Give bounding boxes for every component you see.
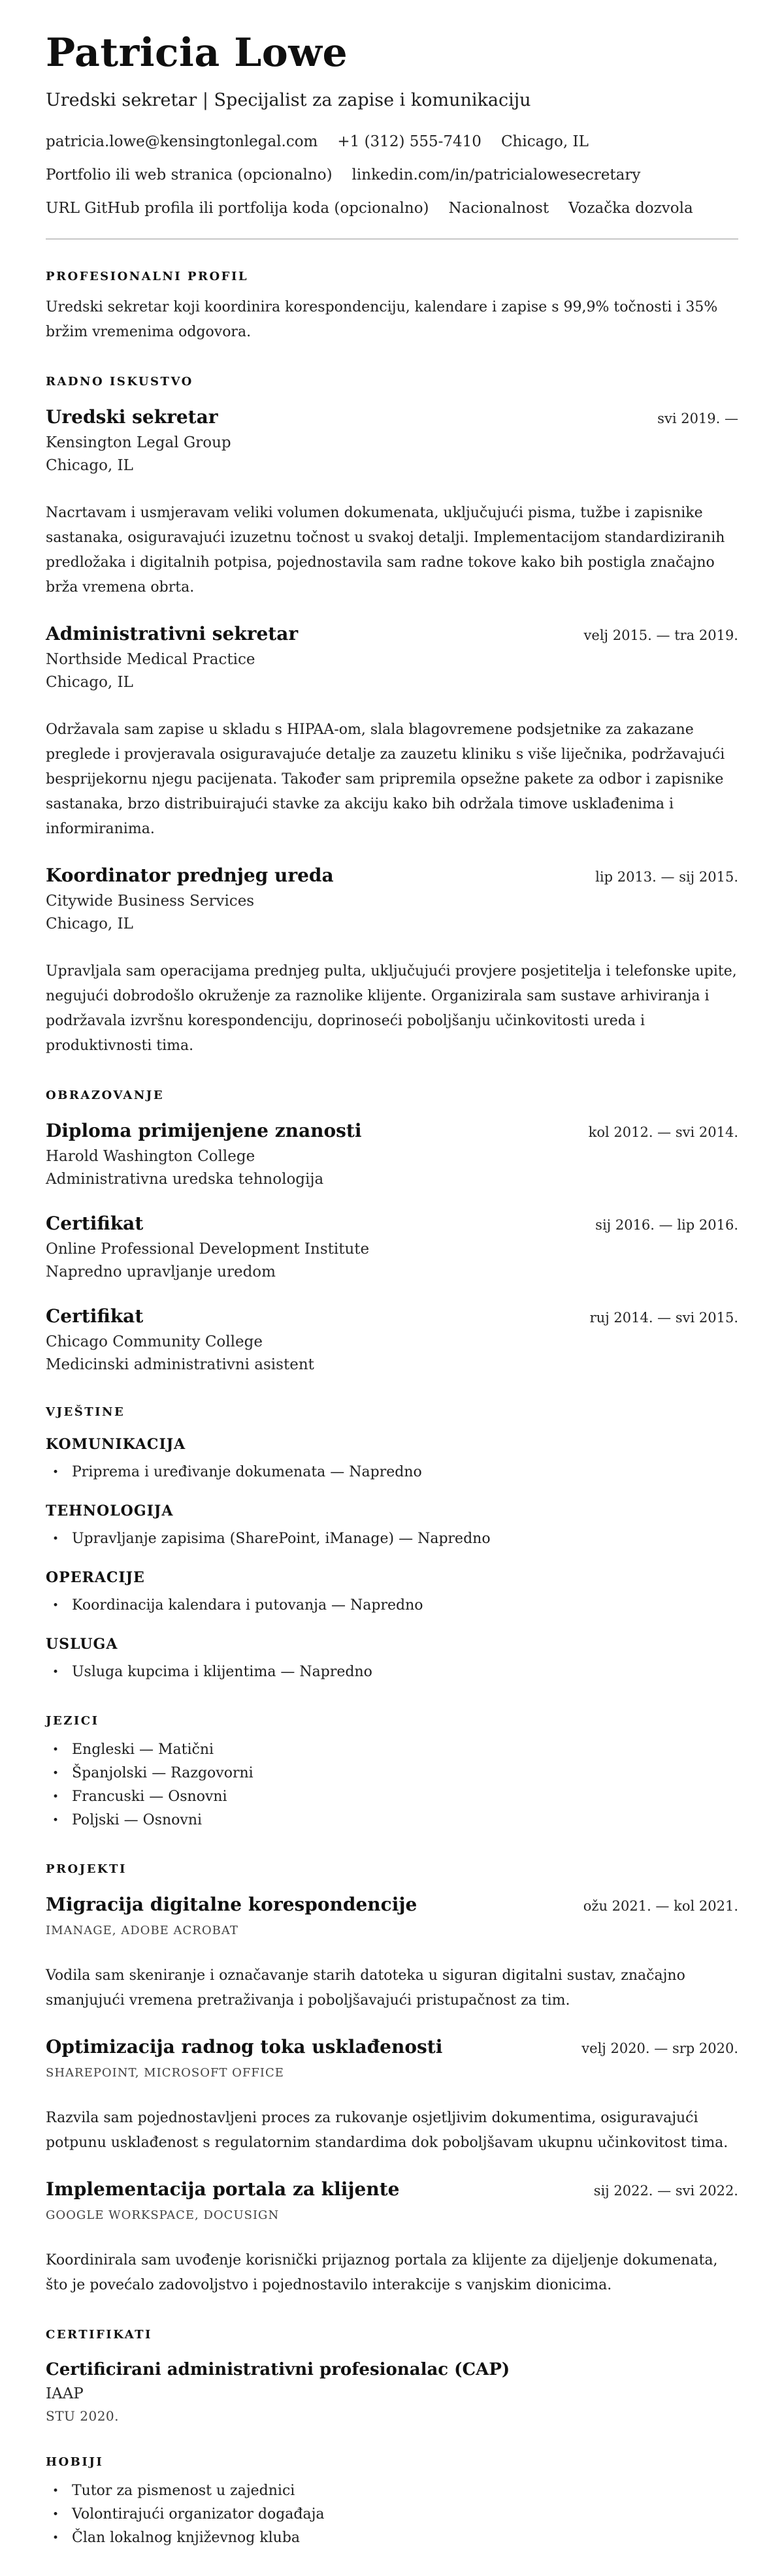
skill-list	[46, 1594, 738, 1617]
education-degree: Certifikat	[46, 1213, 144, 1234]
language-item: • Poljski — Osnovni	[46, 1809, 738, 1832]
education-field: Medicinski administrativni asistent	[46, 1356, 314, 1373]
project-description: Razvila sam pojednostavljeni proces za rukovanje osjetljivim dokumentima, osiguravajući potpunu usklađenost s regulatornim standardima dok poboljšavam ukupnu učinkovitost tima.	[46, 2110, 728, 2151]
project-entry	[46, 1893, 738, 2013]
certification-entry	[46, 2359, 738, 2425]
job-entry	[46, 864, 738, 1058]
skill-category: OPERACIJE	[46, 1569, 145, 1586]
skill-group	[46, 1503, 738, 1551]
job-date: lip 2013. — sij 2015.	[595, 869, 738, 885]
job-company: Northside Medical Practice	[46, 651, 255, 668]
hobby-item: • Član lokalnog književnog kluba	[46, 2526, 738, 2550]
resume-header	[46, 31, 738, 219]
education-header	[46, 1212, 738, 1235]
header-divider	[46, 238, 738, 240]
hobby-list	[46, 2479, 738, 2550]
language-item: • Engleski — Matični	[46, 1738, 738, 1762]
project-title: Migracija digitalne korespondencije	[46, 1894, 417, 1915]
project-description: Koordinirala sam uvođenje korisnički prijaznog portala za klijente za dijeljenje dokumenata, što je povećalo zadovoljstvo i pojednostavilo interakcije s vanjskim dionicima.	[46, 2252, 718, 2293]
skill-category: TEHNOLOGIJA	[46, 1503, 174, 1519]
contact-row-1	[46, 131, 738, 152]
language-list	[46, 1738, 738, 1832]
section-skills	[46, 1405, 738, 1684]
certification-date: STU 2020.	[46, 2408, 120, 2424]
project-header	[46, 1893, 738, 1916]
education-date: sij 2016. — lip 2016.	[595, 1217, 738, 1233]
job-entry	[46, 405, 738, 600]
project-entry	[46, 2035, 738, 2155]
skill-category: KOMUNIKACIJA	[46, 1436, 186, 1453]
education-field: Napredno upravljanje uredom	[46, 1264, 276, 1280]
project-date: ožu 2021. — kol 2021.	[583, 1898, 738, 1914]
project-header	[46, 2178, 738, 2201]
skill-group	[46, 1636, 738, 1684]
project-title: Optimizacija radnog toka usklađenosti	[46, 2036, 443, 2058]
project-date: sij 2022. — svi 2022.	[593, 2183, 738, 2199]
job-location: Chicago, IL	[46, 915, 133, 932]
project-description: Vodila sam skeniranje i označavanje starih datoteka u siguran digitalni sustav, značajno smanjujući vremena pretraživanja i poboljšavajući pristupačnost za tim.	[46, 1967, 685, 2009]
education-header	[46, 1305, 738, 1328]
project-tech: GOOGLE WORKSPACE, DOCUSIGN	[46, 2208, 280, 2222]
hobby-item: • Volontirajući organizator događaja	[46, 2503, 738, 2526]
education-date: ruj 2014. — svi 2015.	[589, 1310, 738, 1326]
section-certifications	[46, 2328, 738, 2425]
section-languages	[46, 1714, 738, 1832]
job-description: Upravljala sam operacijama prednjeg pulta, uključujući provjere posjetitelja i telefonske upite, negujući dobrodošlo okruženje za raznolike klijente. Organizirala sam sustave arhiviranja i podržavala izvršnu korespondenciju, doprinoseći poboljšanju učinkovitosti ureda i produktivnosti tima.	[46, 963, 737, 1054]
education-date: kol 2012. — svi 2014.	[588, 1124, 738, 1140]
skill-category: USLUGA	[46, 1636, 118, 1653]
section-hobbies	[46, 2455, 738, 2550]
education-school: Chicago Community College	[46, 1333, 263, 1350]
job-company: Citywide Business Services	[46, 893, 255, 910]
certification-title: Certificirani administrativni profesionalac (CAP)	[46, 2360, 510, 2379]
candidate-name: Patricia Lowe	[46, 30, 348, 76]
job-date: svi 2019. —	[657, 411, 738, 426]
contact-phone: +1 (312) 555-7410	[337, 133, 482, 150]
contact-row-2	[46, 165, 738, 185]
education-entry	[46, 1305, 738, 1375]
contact-linkedin: linkedin.com/in/patricialowesecretary	[351, 167, 641, 183]
project-tech: SHAREPOINT, MICROSOFT OFFICE	[46, 2066, 284, 2080]
job-location: Chicago, IL	[46, 457, 133, 474]
section-heading-hobbies: HOBIJI	[46, 2455, 104, 2469]
candidate-title: Uredski sekretar | Specijalist za zapise i komunikaciju	[46, 90, 531, 110]
skill-list	[46, 1527, 738, 1551]
language-item: • Španjolski — Razgovorni	[46, 1762, 738, 1785]
profile-text: Uredski sekretar koji koordinira korespondenciju, kalendare i zapise s 99,9% točnosti i 35% bržim vremenima odgovora.	[46, 299, 718, 340]
skill-item: • Usluga kupcima i klijentima — Napredno	[46, 1661, 738, 1684]
education-degree: Certifikat	[46, 1305, 144, 1327]
contact-portfolio: Portfolio ili web stranica (opcionalno)	[46, 167, 333, 183]
skill-item: • Priprema i uređivanje dokumenata — Napredno	[46, 1461, 738, 1484]
project-entry	[46, 2178, 738, 2298]
job-entry	[46, 622, 738, 842]
job-title: Koordinator prednjeg ureda	[46, 865, 334, 886]
contact-license: Vozačka dozvola	[568, 200, 693, 217]
skill-list	[46, 1461, 738, 1484]
section-heading-profile: PROFESIONALNI PROFIL	[46, 270, 249, 283]
contact-email: patricia.lowe@kensingtonlegal.com	[46, 133, 318, 150]
education-entry	[46, 1119, 738, 1190]
section-profile	[46, 270, 738, 345]
contact-row-3	[46, 198, 738, 219]
job-header	[46, 622, 738, 646]
project-header	[46, 2035, 738, 2059]
job-location: Chicago, IL	[46, 674, 133, 691]
skill-list	[46, 1661, 738, 1684]
job-title: Uredski sekretar	[46, 406, 218, 428]
education-school: Online Professional Development Institute	[46, 1241, 370, 1258]
skill-group	[46, 1569, 738, 1617]
skill-item: • Koordinacija kalendara i putovanja — Napredno	[46, 1594, 738, 1617]
job-date: velj 2015. — tra 2019.	[583, 628, 738, 643]
job-header	[46, 864, 738, 887]
section-heading-certifications: CERTIFIKATI	[46, 2328, 152, 2342]
education-header	[46, 1119, 738, 1143]
education-school: Harold Washington College	[46, 1148, 255, 1165]
contact-location: Chicago, IL	[500, 133, 589, 150]
education-field: Administrativna uredska tehnologija	[46, 1171, 324, 1188]
project-date: velj 2020. — srp 2020.	[581, 2041, 738, 2056]
section-heading-projects: PROJEKTI	[46, 1862, 127, 1876]
section-education	[46, 1089, 738, 1375]
section-heading-experience: RADNO ISKUSTVO	[46, 375, 193, 389]
section-projects	[46, 1862, 738, 2298]
section-heading-skills: VJEŠTINE	[46, 1405, 125, 1419]
section-heading-languages: JEZICI	[46, 1714, 99, 1728]
job-header	[46, 405, 738, 429]
education-degree: Diploma primijenjene znanosti	[46, 1120, 362, 1141]
job-description: Održavala sam zapise u skladu s HIPAA-om, slala blagovremene podsjetnike za zakazane preglede i provjeravala osiguravajuće detalje za zauzetu kliniku s više liječnika, podržavajući besprijekornu njegu pacijenata. Također sam pripremila opsežne pakete za odbor i zapisnike sastanaka, brzo distribuirajući stavke za akciju kako bih održala timove usklađenima i informiranima.	[46, 722, 725, 837]
section-experience	[46, 375, 738, 1058]
contact-github: URL GitHub profila ili portfolija koda (opcionalno)	[46, 200, 429, 217]
education-entry	[46, 1212, 738, 1282]
section-heading-education: OBRAZOVANJE	[46, 1089, 165, 1102]
job-description: Nacrtavam i usmjeravam veliki volumen dokumenata, uključujući pisma, tužbe i zapisnike sastanaka, osiguravajući izuzetnu točnost u svakoj detalji. Implementacijom standardiziranih predložaka i digitalnih potpisa, pojednostavila sam radne tokove kako bih postigla značajno brža vremena obrta.	[46, 505, 725, 596]
job-title: Administrativni sekretar	[46, 623, 299, 644]
language-item: • Francuski — Osnovni	[46, 1785, 738, 1809]
job-company: Kensington Legal Group	[46, 434, 231, 451]
contact-nationality: Nacionalnost	[448, 200, 549, 217]
hobby-item: • Tutor za pismenost u zajednici	[46, 2479, 738, 2503]
skill-item: • Upravljanje zapisima (SharePoint, iManage) — Napredno	[46, 1527, 738, 1551]
project-tech: IMANAGE, ADOBE ACROBAT	[46, 1924, 238, 1937]
certification-org: IAAP	[46, 2385, 84, 2402]
skill-group	[46, 1436, 738, 1484]
project-title: Implementacija portala za klijente	[46, 2178, 400, 2200]
